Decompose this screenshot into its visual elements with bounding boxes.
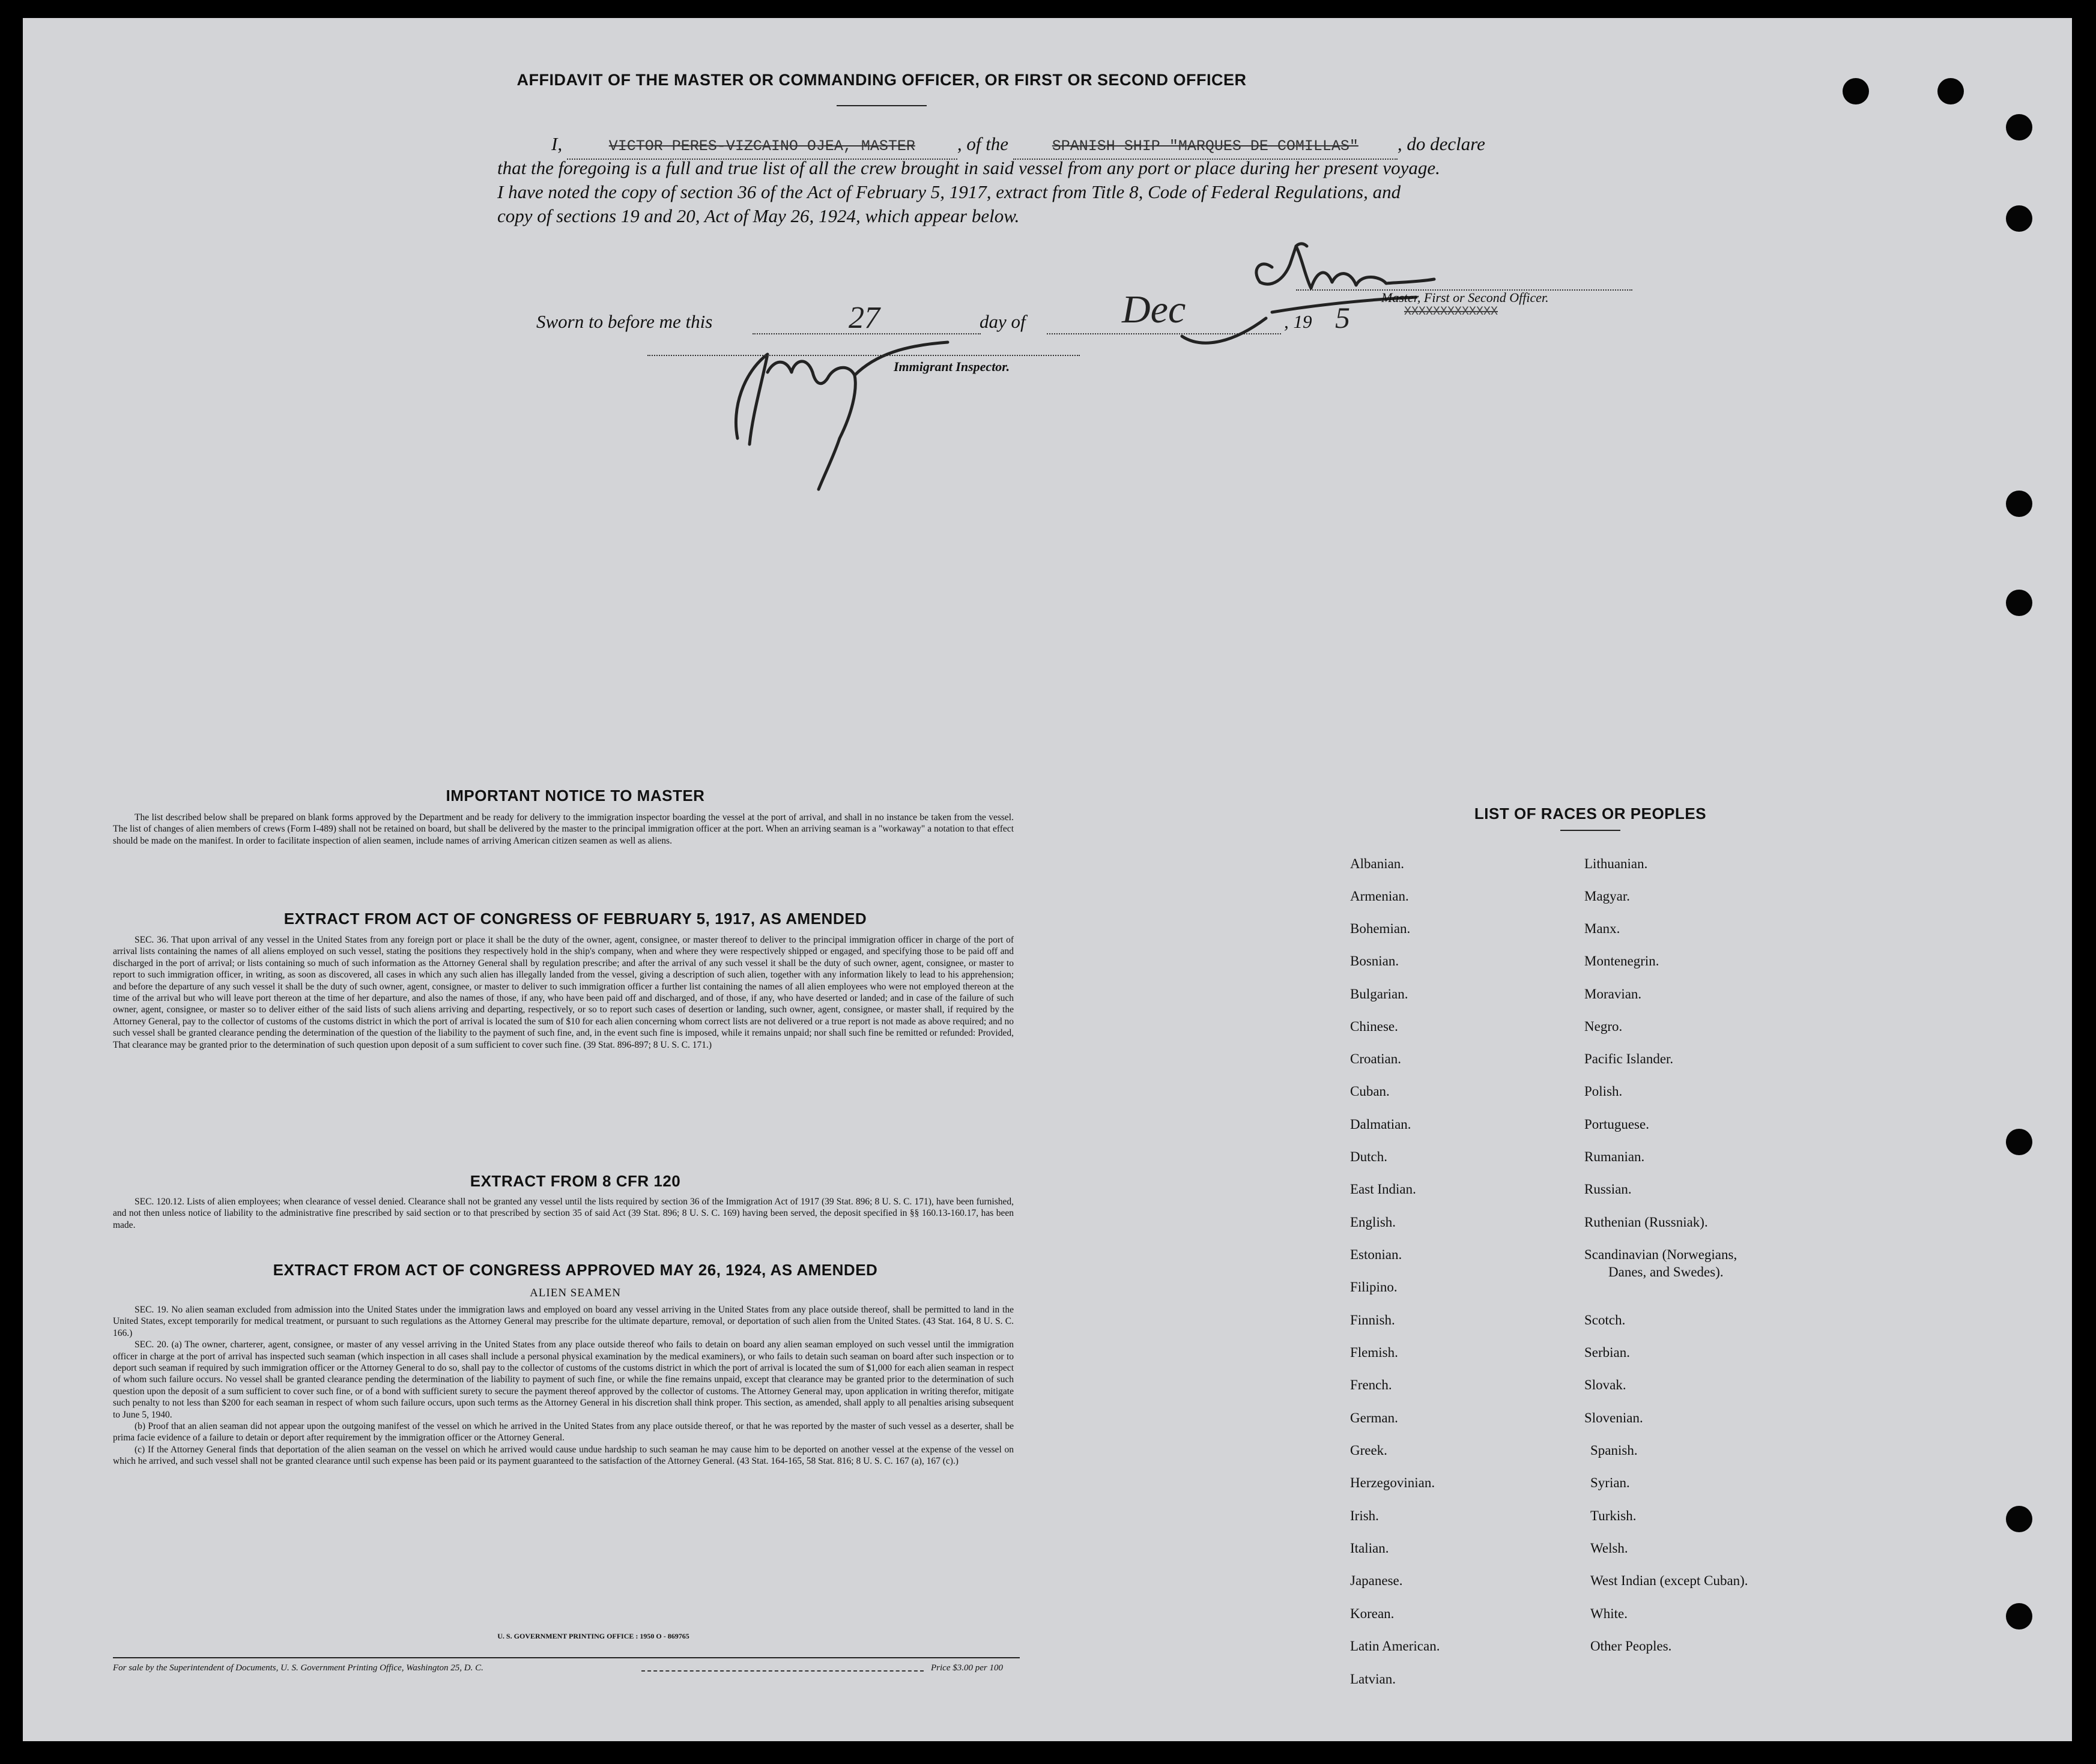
inspector-signature [695, 318, 1020, 498]
struck-xs: XXXXXXXXXXXXX [1404, 305, 1498, 319]
race-item: Magyar. [1584, 889, 1631, 904]
race-item: Spanish. [1590, 1443, 1638, 1458]
gpo-imprint: U. S. GOVERNMENT PRINTING OFFICE : 1950 O - 869765 [497, 1632, 689, 1640]
race-item: Montenegrin. [1584, 953, 1659, 968]
race-item: Albanian. [1350, 856, 1405, 871]
sworn-year-prefix: , 19 [1284, 311, 1312, 332]
punch-hole [1937, 78, 1964, 104]
notice-body: The list described below shall be prepared on blank forms approved by the Department and be ready for delivery to the immigration inspector boarding the vessel at the port of arrival, and shall in no instance be taken from the vessel. The list of changes of alien members of crews (Form I-489) shall not be retained on board, but shall be delivered by the master to the principal immigration officer at the port. When an arriving seaman is a "workaway" a notation to that effect should be made on the manifest. In order to facilitate inspection of alien seamen, include names of arriving American citizen seamen as well as aliens. [113, 812, 1014, 846]
sale-notice: For sale by the Superintendent of Documents, U. S. Government Printing Office, Washington 25, D. C. [113, 1663, 483, 1673]
race-item: Filipino. [1350, 1279, 1398, 1294]
extract-cfr-body: SEC. 120.12. Lists of alien employees; when clearance of vessel denied. Clearance shall not be granted any vessel until the lists required by section 36 of the Immigration Act of 1917 (39 Stat. 896; 8 U. S. C. 171), have been furnished, and not then unless notice of liability to the administrative fine prescribed by said section or to that prescribed by section 35 of said Act (39 Stat. 896; 8 U. S. C. 169) having been served, the deposit specified in §§ 160.13-160.17, has been made. [113, 1197, 1014, 1230]
extract-1924-subtitle: ALIEN SEAMEN [530, 1287, 621, 1299]
race-item: Pacific Islander. [1584, 1051, 1674, 1066]
race-item: Bohemian. [1350, 921, 1411, 936]
inspector-signature-line [647, 355, 1080, 356]
month-flourish [1176, 300, 1272, 354]
affidavit-line-3: I have noted the copy of section 36 of the Act of February 5, 1917, extract from Title 8, Code of Federal Regulations, and [497, 181, 1401, 202]
punch-hole [2006, 114, 2032, 140]
race-item: Syrian. [1590, 1475, 1630, 1490]
sale-dots [641, 1670, 924, 1672]
sworn-day: 27 [849, 301, 880, 335]
race-item: Dalmatian. [1350, 1117, 1411, 1132]
document-page [23, 18, 2072, 1741]
affidavit-line-2: that the foregoing is a full and true list of all the crew brought in said vessel from any port or place during her present voyage. [497, 157, 1440, 178]
race-item: Ruthenian (Russniak). [1584, 1215, 1708, 1230]
footer-rule [113, 1657, 1020, 1658]
race-item: Dutch. [1350, 1149, 1387, 1164]
affidavit-line-4: copy of sections 19 and 20, Act of May 26, 1924, which appear below. [497, 205, 1020, 226]
race-item: Latvian. [1350, 1672, 1396, 1687]
sec-20b-paragraph: (b) Proof that an alien seaman did not appear upon the outgoing manifest of the vessel on which he arrived in the United States from any place outside thereof, or that he was reported by the master of such vessel as a deserter, shall be prima facie evidence of a failure to detain or deport after requirement by the immigration officer or the Attorney General. [113, 1421, 1014, 1443]
race-item: Finnish. [1350, 1312, 1395, 1328]
race-item: Polish. [1584, 1084, 1623, 1099]
sec-19-paragraph: SEC. 19. No alien seaman excluded from admission into the United States under the immigration laws and employed on board any vessel arriving in the United States from any place outside thereof, shall be permitted to land in the United States, except temporarily for medical treatment, or pursuant to such regulations as the Attorney General may prescribe for the ultimate departure, removal, or deportation of such alien from the United States. (43 Stat. 164, 8 U. S. C. 166.) [113, 1305, 1014, 1338]
notice-title: IMPORTANT NOTICE TO MASTER [446, 787, 705, 805]
punch-hole [2006, 1129, 2032, 1155]
race-item: Slovenian. [1584, 1410, 1643, 1425]
race-item: Cuban. [1350, 1084, 1390, 1099]
race-item: East Indian. [1350, 1182, 1416, 1197]
extract-1924-body [113, 1304, 1014, 1467]
race-item: Bosnian. [1350, 953, 1399, 968]
race-item: White. [1590, 1606, 1628, 1621]
race-item: Italian. [1350, 1541, 1389, 1556]
price-notice: Price $3.00 per 100 [931, 1663, 1003, 1673]
punch-hole [2006, 1603, 2032, 1630]
races-title-divider [1560, 830, 1620, 831]
race-item: Chinese. [1350, 1019, 1398, 1034]
race-item: Negro. [1584, 1019, 1623, 1034]
race-item: Japanese. [1350, 1573, 1403, 1588]
punch-hole [2006, 491, 2032, 517]
race-item: Scotch. [1584, 1312, 1626, 1328]
race-item: German. [1350, 1410, 1398, 1425]
ship-name-field: SPANISH SHIP "MARQUES DE COMILLAS" [1013, 132, 1398, 160]
affidavit-title: AFFIDAVIT OF THE MASTER OR COMMANDING OFFICER, OR FIRST OR SECOND OFFICER [516, 71, 1247, 89]
title-divider [837, 105, 927, 106]
race-item: Latin American. [1350, 1639, 1440, 1654]
race-item: Portuguese. [1584, 1117, 1649, 1132]
race-item: Danes, and Swedes). [1608, 1264, 1724, 1279]
race-item: Rumanian. [1584, 1149, 1645, 1164]
sworn-day-label: day of [980, 311, 1026, 332]
master-name-field: VICTOR PERES-VIZCAINO OJEA, MASTER [567, 132, 957, 160]
race-item: Herzegovinian. [1350, 1475, 1435, 1490]
race-item: Estonian. [1350, 1247, 1402, 1262]
race-item: Moravian. [1584, 986, 1642, 1001]
race-item: Russian. [1584, 1182, 1632, 1197]
race-item: Armenian. [1350, 889, 1409, 904]
race-item: Welsh. [1590, 1541, 1628, 1556]
race-item: Other Peoples. [1590, 1639, 1672, 1654]
master-caption: Master, First or Second Officer. [1381, 290, 1549, 305]
extract-1917-body: SEC. 36. That upon arrival of any vessel in the United States from any foreign port or place it shall be the duty of the owner, agent, consignee, or master thereof to deliver to the principal immigration officer in charge of the port of arrival lists containing the names of all aliens employed on such vessel, stating the positions they respectively hold in the ship's company, when and where they were respectively shipped or engaged, and specifying those to be paid off and discharged in the port of arrival; or lists containing so much of such information as the Attorney General shall by regulation prescribe; and after the arrival of any such vessel it shall be the duty of such owner, agent, consignee, or master to report to such immigration officer, in writing, as soon as discovered, all cases in which any such alien has illegally landed from the vessel, giving a description of such alien, together with any information likely to lead to his apprehension; and before the departure of any such vessel it shall be the duty of such owner, agent, consignee, or master to deliver to such immigration officer a further list containing the names of all alien employees who were not employed thereon at the time of the arrival but who will leave port thereon at the time of her departure, and also the names of those, if any, who have been paid off and discharged, and of those, if any, who have deserted or landed; and in case of the failure of such owner, agent, consignee, or master so to deliver either of the said lists of such aliens arriving and departing, respectively, or so to report such cases of desertion or landing, such owner, agent, consignee, or master shall, if required by the Attorney General, pay to the collector of customs of the customs district in which the port of arrival is located the sum of $10 for each alien concerning whom correct lists are not delivered or a true report is not made as above required; and no such vessel shall be granted clearance pending the determination of the question of the liability to the payment of such fine, and, in the event such fine is imposed, while it remains unpaid; nor shall such fine be remitted or refunded: Provided, That clearance may be granted prior to the determination of such question upon deposit of a sum sufficient to cover such fine. (39 Stat. 896-897; 8 U. S. C. 171.) [113, 935, 1014, 1050]
race-item: West Indian (except Cuban). [1590, 1573, 1748, 1588]
punch-hole [1843, 78, 1869, 104]
sec-20a-paragraph: SEC. 20. (a) The owner, charterer, agent, consignee, or master of any vessel arriving in the United States from any place outside thereof who fails to detain on board any alien seaman employed on such vessel until the immigration officer in charge at the port of arrival has inspected such seaman (which inspection in all cases shall include a personal physical examination by the medical examiners), or who fails to detain such seaman on board after such inspection or to deport such seaman if required by such immigration officer or the Attorney General to do so, shall pay to the collector of customs of the customs district in which the port of arrival is located the sum of $1,000 for each alien seaman in respect of whom such failure occurs. No vessel shall be granted clearance pending the determination of the liability to payment of such fine, or while the fine remains unpaid, except that clearance may be granted prior to the determination of such question upon the deposit of a sum sufficient to cover such fine, or of a bond with sufficient surety to secure the payment thereof approved by the collector of customs. The Attorney General may, upon application in writing therefor, mitigate such penalty to not less than $200 for each seaman in respect of whom such failure occurs, upon such terms as the Attorney General in his discretion shall think proper. This section, as amended, shall apply to all penalties arising subsequent to June 5, 1940. [113, 1340, 1014, 1420]
race-item: Croatian. [1350, 1051, 1401, 1066]
extract-1917-title: EXTRACT FROM ACT OF CONGRESS OF FEBRUARY 5, 1917, AS AMENDED [283, 910, 867, 928]
sec-20c-paragraph: (c) If the Attorney General finds that deportation of the alien seaman on the vessel on which he arrived would cause undue hardship to such seaman he may cause him to be deported on another vessel at the expense of the vessel on which he arrived, and such vessel shall not be granted clearance until such expense has been paid or its payment guaranteed to the satisfaction of the Attorney General. (43 Stat. 164-165, 58 Stat. 816; 8 U. S. C. 167 (a), 167 (c).) [113, 1444, 1014, 1467]
race-item: Greek. [1350, 1443, 1387, 1458]
race-item: Slovak. [1584, 1377, 1626, 1392]
punch-hole [2006, 205, 2032, 232]
extract-cfr-title: EXTRACT FROM 8 CFR 120 [470, 1172, 681, 1190]
races-title: LIST OF RACES OR PEOPLES [1474, 805, 1707, 823]
race-item: French. [1350, 1377, 1392, 1392]
affidavit-line-1: I, VICTOR PERES-VIZCAINO OJEA, MASTER , of the SPANISH SHIP "MARQUES DE COMILLAS" , do declare [497, 132, 1638, 160]
race-item: Flemish. [1350, 1345, 1398, 1360]
race-item: Bulgarian. [1350, 986, 1408, 1001]
sworn-month: Dec [1122, 288, 1186, 331]
race-item: English. [1350, 1215, 1396, 1230]
punch-hole [2006, 590, 2032, 616]
race-item: Turkish. [1590, 1508, 1637, 1523]
inspector-caption: Immigrant Inspector. [894, 359, 1010, 374]
sworn-year: 5 [1335, 301, 1350, 334]
race-item: Serbian. [1584, 1345, 1631, 1360]
race-item: Manx. [1584, 921, 1620, 936]
race-item: Lithuanian. [1584, 856, 1648, 871]
race-item: Scandinavian (Norwegians, [1584, 1247, 1737, 1262]
punch-hole [2006, 1506, 2032, 1532]
race-item: Korean. [1350, 1606, 1395, 1621]
sworn-prefix: Sworn to before me this [536, 311, 713, 332]
extract-1924-title: EXTRACT FROM ACT OF CONGRESS APPROVED MAY 26, 1924, AS AMENDED [273, 1261, 878, 1279]
race-item: Irish. [1350, 1508, 1379, 1523]
master-signature [1236, 222, 1488, 354]
